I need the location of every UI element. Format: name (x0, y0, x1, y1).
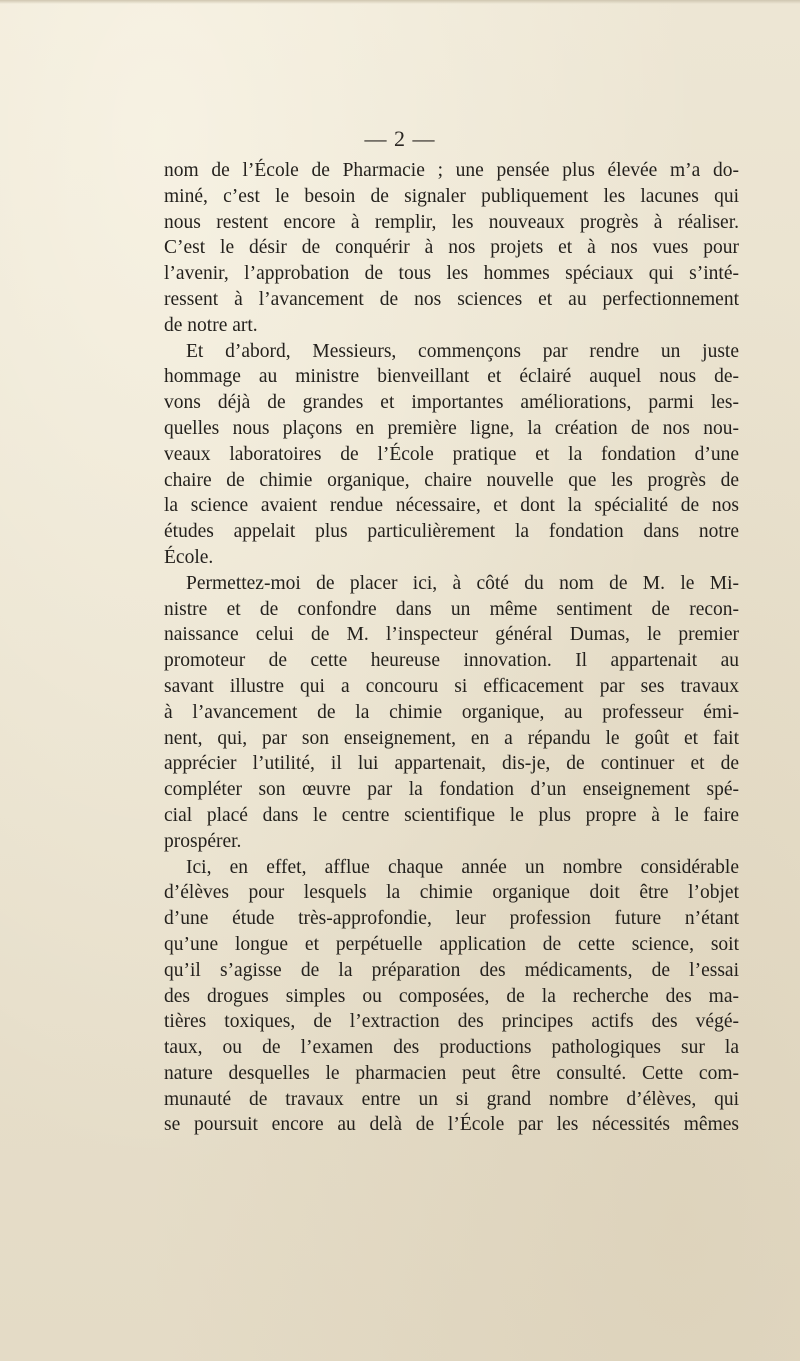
text-line: Ici, en effet, afflue chaque année un nombre considérable (186, 856, 739, 878)
text-line: munauté de travaux entre un si grand nombre d’élèves, qui (164, 1088, 739, 1110)
text-line: naissance celui de M. l’inspecteur général Dumas, le premier (164, 624, 739, 646)
text-line: Permettez-moi de placer ici, à côté du nom de M. le Mi- (186, 572, 739, 594)
text-line: nature desquelles le pharmacien peut être consulté. Cette com- (164, 1062, 739, 1084)
page-number: — 2 — (364, 126, 436, 151)
text-line: compléter son œuvre par la fondation d’un enseignement spé- (164, 779, 739, 801)
text-line: à l’avancement de la chimie organique, au professeur émi- (164, 701, 739, 723)
text-line: qu’une longue et perpétuelle application de cette science, soit (164, 933, 739, 955)
text-line: C’est le désir de conquérir à nos projets et à nos vues pour (164, 237, 739, 259)
text-line: prospérer. (164, 830, 242, 852)
text-line: quelles nous plaçons en première ligne, la création de nos nou- (164, 417, 739, 439)
text-line: vons déjà de grandes et importantes améliorations, parmi les- (164, 392, 739, 414)
text-line: études appelait plus particulièrement la fondation dans notre (164, 521, 739, 543)
text-line: École. (164, 546, 214, 568)
text-line: nistre et de confondre dans un même sentiment de recon- (164, 598, 739, 620)
text-line: miné, c’est le besoin de signaler publiquement les lacunes qui (164, 185, 739, 207)
text-line: d’élèves pour lesquels la chimie organique doit être l’objet (164, 882, 739, 904)
text-line: d’une étude très-approfondie, leur profession future n’étant (164, 908, 739, 930)
text-line: savant illustre qui a concouru si efficacement par ses travaux (164, 675, 739, 697)
text-line: la science avaient rendue nécessaire, et dont la spécialité de nos (164, 495, 739, 517)
text-line: Et d’abord, Messieurs, commençons par rendre un juste (186, 340, 739, 362)
body-text (164, 158, 739, 1138)
text-line: nent, qui, par son enseignement, en a répandu le goût et fait (164, 727, 739, 749)
text-line: chaire de chimie organique, chaire nouvelle que les progrès de (164, 469, 739, 491)
text-line: ressent à l’avancement de nos sciences et au perfectionnement (164, 288, 739, 310)
text-line: apprécier l’utilité, il lui appartenait, dis-je, de continuer et de (164, 753, 739, 775)
text-line: nom de l’École de Pharmacie ; une pensée plus élevée m’a do- (164, 160, 739, 181)
text-line: l’avenir, l’approbation de tous les hommes spéciaux qui s’inté- (164, 263, 739, 285)
text-line: promoteur de cette heureuse innovation. Il appartenait au (164, 650, 739, 672)
text-line: tières toxiques, de l’extraction des principes actifs des végé- (164, 1011, 739, 1033)
text-line: veaux laboratoires de l’École pratique et la fondation d’une (164, 443, 739, 465)
text-line: taux, ou de l’examen des productions pathologiques sur la (164, 1037, 739, 1059)
page-top-edge (0, 0, 800, 4)
text-line: de notre art. (164, 314, 258, 336)
text-line: hommage au ministre bienveillant et éclairé auquel nous de- (164, 366, 739, 388)
text-line: qu’il s’agisse de la préparation des médicaments, de l’essai (164, 959, 739, 981)
text-line: cial placé dans le centre scientifique le plus propre à le faire (164, 804, 739, 826)
text-line: des drogues simples ou composées, de la recherche des ma- (164, 985, 739, 1007)
text-line: nous restent encore à remplir, les nouveaux progrès à réaliser. (164, 211, 739, 233)
text-line: se poursuit encore au delà de l’École par les nécessités mêmes (164, 1114, 739, 1136)
